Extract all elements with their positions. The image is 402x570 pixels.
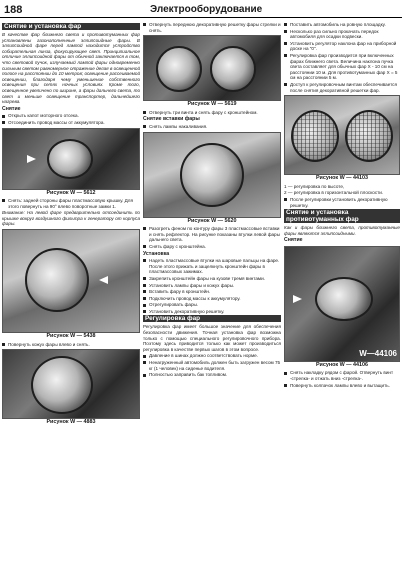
list-item: Установить лампы фары и кожух фары. [143, 283, 281, 289]
removal-heading: Снятие [284, 237, 303, 244]
list-item: Отрегулировать фары. [143, 302, 281, 308]
list-item: Ненагруженный автомобиль должен быть загружен весом 75 кг (1 человек) на сиденье водителя. [143, 360, 281, 371]
figure-photo [2, 229, 140, 333]
section-heading: Снятие и установка фар [2, 23, 140, 30]
list-item: Давление в шинах должно соответствовать норме. [143, 353, 281, 359]
column-3 [284, 22, 400, 389]
legend-item: 1 — регулировка по высоте, [284, 183, 345, 189]
figure-caption: Рисунок W — 4883 [46, 419, 96, 426]
figure-caption: Рисунок W — 5620 [187, 217, 237, 224]
arrow-icon [293, 295, 302, 303]
arrow-icon [27, 155, 36, 163]
section-heading: Снятие и установка противотуманных фар [284, 209, 400, 223]
page-header [0, 0, 402, 20]
fog-paragraph: Как и фары ближнего света, противотуманные фары являются эллипсоидными. [284, 225, 400, 236]
figure-caption: Рисунок W — 5612 [46, 189, 96, 196]
column-2 [143, 22, 281, 379]
figure-photo [143, 35, 281, 101]
header-divider [0, 17, 402, 18]
list-item: Снять фару с кронштейна. [143, 244, 281, 250]
figure-caption: Рисунок W — 44106 [315, 361, 369, 368]
figure-photo [2, 128, 140, 190]
figure-photo [2, 349, 140, 419]
section-title: Электрооборудование [150, 4, 263, 15]
headlight-image [345, 110, 393, 162]
list-item: Снять лампы накаливания. [143, 124, 281, 130]
section-heading: Регулировка фар [143, 315, 281, 322]
fog-light-image [315, 277, 373, 321]
list-item: Поставить автомобиль на ровную площадку. [284, 22, 400, 28]
note-paragraph: Внимание: На левой фаре предварительно отсоединить по крышке вокруг воздушного фильтра к генератору от корпуса фары. [2, 210, 140, 227]
list-item: Повернуть колпачок лампы влево и вытащить. [284, 383, 400, 389]
list-item: Закрепить кронштейн фары на кузове тремя винтами. [143, 276, 281, 282]
headlight-image [47, 139, 93, 179]
column-1 [2, 22, 140, 428]
list-item: Отвернуть три винта и снять фару с кронштейном. [143, 110, 281, 116]
list-item: Регулировка фар производится при включенных фарах ближнего света. Величина наклона пучка света составляет для обычных фар Х - 10 см на расстоянии 10 м. Для противотуманных фар Х = 5 см на расстоянии 5 м. [284, 53, 400, 81]
list-item: Полностью заправить бак топливом. [143, 372, 281, 378]
legend-item: 2 — регулировка в горизонтальной плоскости. [284, 190, 384, 196]
headlight-image [210, 46, 256, 92]
list-item: После регулировки установить декоративную решетку. [284, 197, 400, 208]
list-item: Установить декоративную решетку. [143, 309, 281, 315]
figure-photo [143, 132, 281, 218]
list-item: Доступ к регулировочным винтам обеспечивается после снятия декоративной решетки фар. [284, 82, 400, 93]
figure-photo [284, 95, 400, 175]
arrow-icon [99, 276, 108, 284]
intro-paragraph: В качестве фар ближнего света и противотуманных фар установлены газонаполненные эллипсоидные фары. В эллипсоидной фаре перед лампой находится устройство собирательная линза, фокусирующее свет. Принципиальное отличие эллипсоидной фары от обычной заключается в том, что световой пучок, излучаемый лампой фары одновременно сильным светом равномерное отражение делая в освещенной полосе на расстоянии до 10 метров; освещение рассеиваемой освещении, благодаря чему уменьшение собственного освещения при сетях ночных условиях. Кроме того, освещенное увеличено по ширине, а фары дальнего света, то свет и меньше освещение транспортер, дальнейшего нагрева. [2, 32, 140, 105]
list-item: Повернуть кожух фары влево и снять. [2, 342, 140, 348]
subsection-heading: Снятие вставки фары [143, 116, 200, 123]
headlight-image [31, 356, 93, 414]
figure-caption: Рисунок W — 5619 [187, 101, 237, 108]
list-item: Снять накладку рядом с фарой. Отвернуть винт -стрелка- и отжать вниз -стрелка-. [284, 370, 400, 381]
photo-label: W—44106 [359, 349, 397, 359]
headlight-image [291, 110, 339, 162]
headlight-image [25, 248, 89, 312]
figure-caption: Рисунок W — 5438 [46, 333, 96, 340]
list-item: Вставить фару в кронштейн. [143, 289, 281, 295]
removal-heading: Снятие [2, 105, 21, 112]
figure-photo [284, 246, 400, 362]
list-item: Надеть пластмассовые втулки на шаровые пальцы на фаре. После этого прижать и защелкнуть кронштейн фары в пластмассовых зажимах. [143, 258, 281, 275]
figure-caption: Рисунок W — 44103 [315, 175, 369, 182]
page-number: 188 [4, 4, 23, 16]
subsection-heading: Установка [143, 250, 170, 257]
list-item: Снять: задней стороны фары пластмассовую крышку. Для этого повернуть на 90° влево поворотные замки 1. [2, 198, 140, 209]
list-item: Установить регулятор наклона фар на приборной доске на "0". [284, 41, 400, 52]
headlight-image [156, 46, 202, 92]
list-item: Отвернуть переднюю декоративную решетку фары стрелки и снять. [143, 22, 281, 33]
headlight-image [180, 143, 244, 207]
list-item: Подключить провод массы к аккумулятору. [143, 296, 281, 302]
adjust-paragraph: Регулировка фар имеет большое значение для обеспечения безопасности движения. Точная установка фар возможна только с помощью специального регулировочного прибора. Поэтому здесь приводится только как может производиться регулировка в качестве первых шагов в этом вопросе. [143, 324, 281, 352]
list-item: Разогреть феном по контуру фары 3 пластмассовые вставки и снять рефлектор. На рисунке показаны втулки левой фары дальнего света. [143, 226, 281, 243]
list-item: Несколько раз сильно прокачать передок автомобиля для осадки подвески. [284, 29, 400, 40]
list-item: Открыть капот моторного отсека. [2, 113, 140, 119]
list-item: Отсоединить провод массы от аккумулятора. [2, 120, 140, 126]
